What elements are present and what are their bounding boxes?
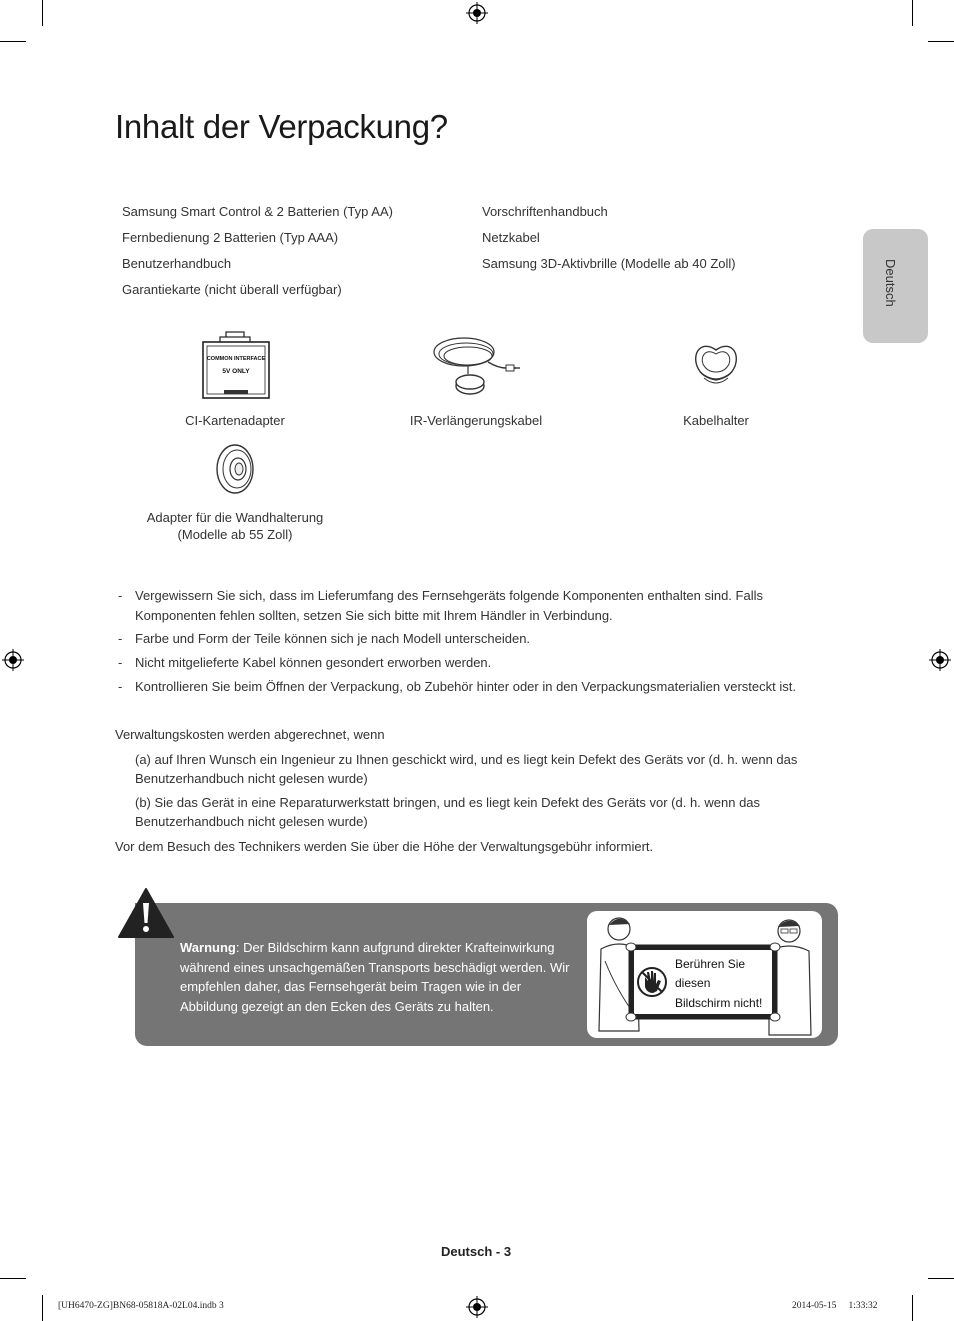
list-item: Benutzerhandbuch [122,256,232,271]
accessory-label-cable-holder: Kabelhalter [683,413,749,428]
crop-mark [928,1278,954,1279]
imprint-file: [UH6470-ZG]BN68-05818A-02L04.indb 3 [58,1301,224,1311]
crop-mark [928,41,954,42]
list-item: Netzkabel [482,230,540,245]
ir-extension-cable-icon [428,332,524,402]
fees-case-b: (b) Sie das Gerät in eine Reparaturwerkstatt bringen, und es liegt kein Defekt des Geräts vor (d. h. wenn das Benutzerhandbuch nicht gelesen wurde) [135,795,761,829]
crop-mark [0,1278,26,1279]
wall-adapter-line: Adapter für die Wandhalterung [146,510,324,525]
wall-mount-adapter-icon [214,443,256,495]
list-item: Samsung Smart Control & 2 Batterien (Typ AA) [122,204,393,219]
registration-mark-icon [466,2,488,24]
cable-holder-icon [692,342,740,392]
warning-body: : Der Bildschirm kann aufgrund direkter Krafteinwirkung während eines unsachgemäßen Transports beschädigt werden. Wir empfehlen daher, das Fernsehgerät beim Tragen wie in der Abbildung gezeigt an den Ecken des Geräts zu halten. [180,940,570,1014]
crop-mark [912,1295,913,1321]
ci-card-adapter-icon [198,330,274,402]
list-item: Vorschriftenhandbuch [482,204,608,219]
accessory-label-wall-adapter [115,509,355,543]
warning-label: Warnung [180,940,236,955]
crop-mark [0,41,26,42]
fees-outro: Vor dem Besuch des Technikers werden Sie über die Höhe der Verwaltungsgebühr informiert. [115,839,654,854]
accessory-label-ir-cable: IR-Verlängerungskabel [409,413,543,428]
page-number: Deutsch - 3 [441,1244,512,1259]
list-item: Fernbedienung 2 Batterien (Typ AAA) [122,230,339,245]
language-side-tab [863,229,928,343]
registration-mark-icon [929,649,951,671]
crop-mark [42,0,43,26]
tv-carrying-illustration-icon [587,911,822,1038]
warning-triangle-icon [117,887,175,939]
fees-intro: Verwaltungskosten werden abgerechnet, wenn [115,727,385,742]
page-title: Inhalt der Verpackung? [115,108,448,145]
warning-text [180,938,570,1016]
ci-adapter-print: COMMON INTERFACE [206,356,266,362]
accessory-label-ci-adapter: CI-Kartenadapter [185,413,285,428]
note-text: Vergewissern Sie sich, dass im Lieferumfang des Fernsehgeräts folgende Komponenten enthalten sind. Falls Komponenten fehlen sollten, setzen Sie sich bitte mit Ihrem Händler in Verbindung. [135,588,763,623]
wall-adapter-line: (Modelle ab 55 Zoll) [177,527,293,542]
screen-warning-line: Bildschirm nicht! [675,996,763,1010]
list-item: Garantiekarte (nicht überall verfügbar) [122,282,342,297]
registration-mark-icon [2,649,24,671]
screen-warning-line: Berühren Sie [675,957,746,971]
note-text: Farbe und Form der Teile können sich je nach Modell unterscheiden. [135,631,531,646]
note-text: Kontrollieren Sie beim Öffnen der Verpackung, ob Zubehör hinter oder in den Verpackungsmaterialien versteckt ist. [135,679,796,694]
fees-case-a: (a) auf Ihren Wunsch ein Ingenieur zu Ihnen geschickt wird, und es liegt kein Defekt des Geräts vor (d. h. wenn das Benutzerhandbuch nicht gelesen wurde) [135,752,798,786]
crop-mark [912,0,913,26]
ci-adapter-print: 5V ONLY [222,368,250,375]
registration-mark-icon [466,1296,488,1318]
note-item: - Vergewissern Sie sich, dass im Lieferumfang des Fernsehgeräts folgende Komponenten enthalten sind. Falls Komponenten fehlen sollten, setzen Sie sich bitte mit Ihrem Händler in Verbindung. [118,586,818,626]
side-tab-label: Deutsch [883,259,898,307]
list-item: Samsung 3D-Aktivbrille (Modelle ab 40 Zoll) [482,256,736,271]
crop-mark [42,1295,43,1321]
imprint-timestamp: 2014-05-15 ﾟ 1:33:32 [792,1301,878,1311]
screen-warning-line: diesen [675,976,711,990]
note-text: Nicht mitgelieferte Kabel können gesondert erworben werden. [135,655,492,670]
